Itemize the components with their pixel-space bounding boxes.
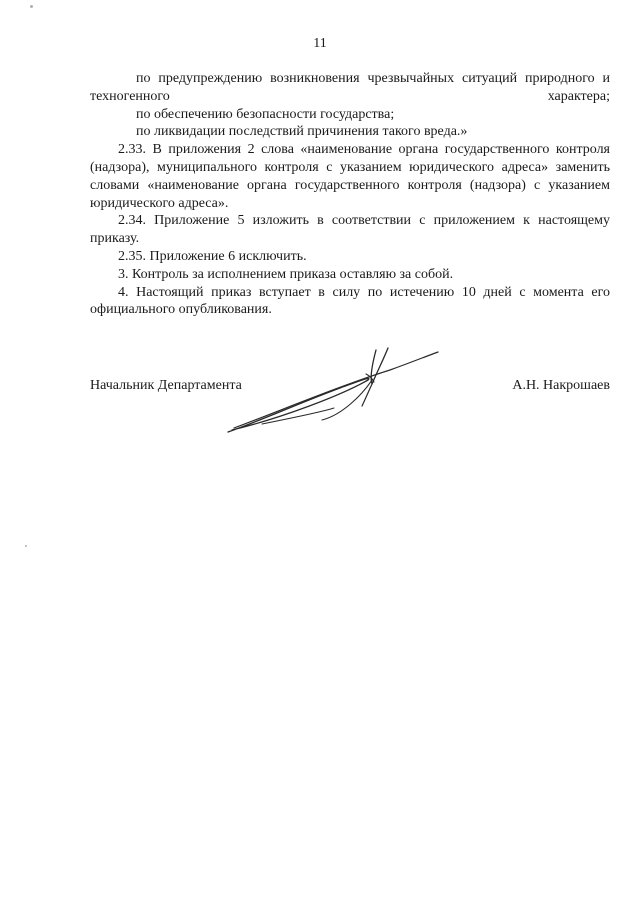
- paragraph-4-effective: 4. Настоящий приказ вступает в силу по истечению 10 дней с момента его официального опубликования.: [90, 284, 610, 318]
- paragraph-1: по предупреждению возникновения чрезвычайных ситуаций природного и техногенного характера;: [90, 71, 610, 104]
- scan-speck: [25, 545, 27, 547]
- document-body: [90, 70, 610, 319]
- paragraph-2-34: 2.34. Приложение 5 изложить в соответствии с приложением к настоящему приказу.: [90, 213, 610, 247]
- paragraph-2-33: 2.33. В приложения 2 слова «наименование органа государственного контроля (надзора), муниципального контроля с указанием юридического адреса» заменить словами «наименование органа государственного контроля (надзора) с указанием юридического адреса».: [90, 142, 610, 211]
- signatory-name: А.Н. Накрошаев: [512, 378, 610, 393]
- paragraph-3: по ликвидации последствий причинения такого вреда.»: [136, 124, 468, 140]
- paragraph-2-35: 2.35. Приложение 6 исключить.: [118, 248, 307, 264]
- scan-speck: [30, 5, 33, 8]
- paragraph-3-control: 3. Контроль за исполнением приказа оставляю за собой.: [118, 266, 454, 282]
- paragraph-2: по обеспечению безопасности государства;: [136, 106, 395, 122]
- handwritten-signature-icon: [222, 340, 452, 440]
- signatory-title: Начальник Департамента: [90, 378, 242, 393]
- page-number: 11: [313, 36, 327, 51]
